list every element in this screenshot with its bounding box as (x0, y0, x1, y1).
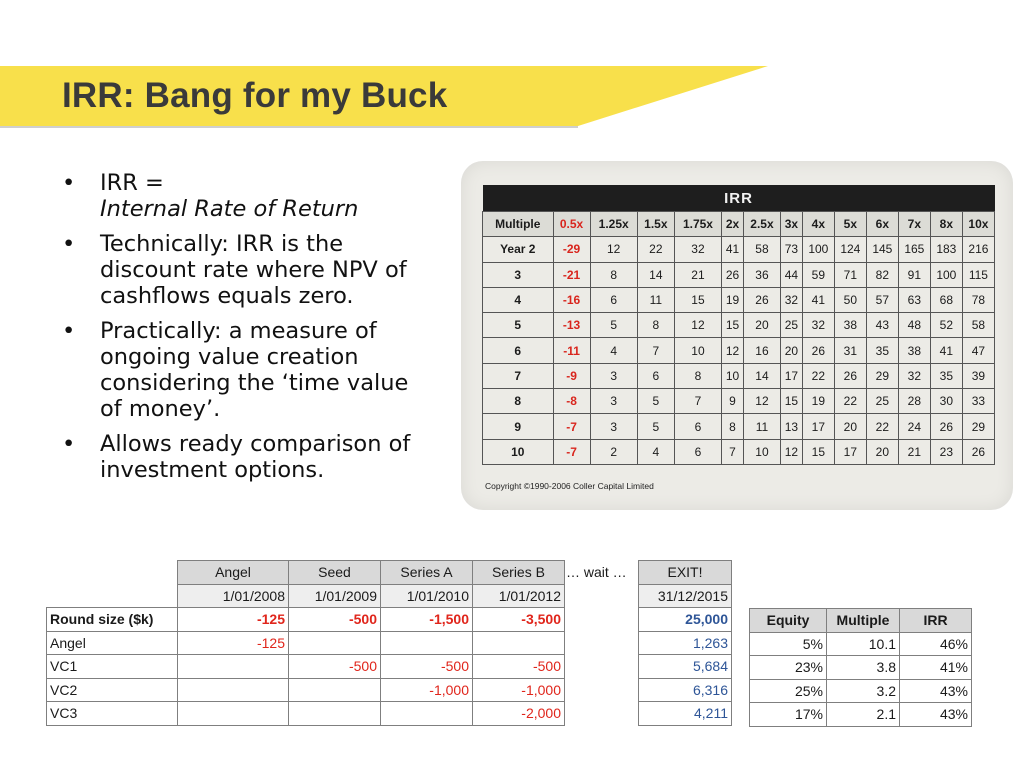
irr-cell: 91 (898, 262, 930, 287)
exit-investor-row (639, 702, 732, 726)
investment-cell: -1,000 (473, 678, 565, 702)
exit-date-row (639, 584, 732, 608)
irr-cell: 6 (590, 287, 637, 312)
investment-cell (289, 631, 381, 655)
wait-text: … wait … (566, 564, 627, 580)
irr-value: 43% (900, 703, 972, 727)
round-date: 1/01/2012 (473, 584, 565, 608)
irr-cell: 25 (780, 313, 802, 338)
irr-cell: 20 (780, 338, 802, 363)
summary-sheet (749, 608, 972, 727)
bullet-text: IRR = (100, 170, 164, 196)
investment-cell: -125 (178, 631, 289, 655)
irr-cell: 10 (743, 439, 780, 464)
date-row (47, 584, 565, 608)
irr-cell: 100 (802, 237, 834, 262)
irr-cell: 73 (780, 237, 802, 262)
irr-cell: 38 (834, 313, 866, 338)
irr-table-heading: IRR (483, 185, 995, 212)
irr-cell: 5 (590, 313, 637, 338)
exit-value: 5,684 (639, 655, 732, 679)
irr-cell: 32 (802, 313, 834, 338)
irr-cell: 115 (962, 262, 994, 287)
irr-cell: 17 (802, 414, 834, 439)
irr-cell: 33 (962, 389, 994, 414)
exit-value: 6,316 (639, 678, 732, 702)
irr-cell: 17 (780, 363, 802, 388)
irr-cell: 8 (637, 313, 674, 338)
investment-cell: -500 (381, 655, 473, 679)
irr-value: 43% (900, 679, 972, 703)
irr-cell: 12 (743, 389, 780, 414)
irr-cell: 6 (674, 439, 721, 464)
irr-cell: 35 (930, 363, 962, 388)
irr-cell: 68 (930, 287, 962, 312)
irr-cell: 12 (722, 338, 744, 363)
investor-row (47, 678, 565, 702)
irr-reference-card (461, 161, 1013, 510)
irr-cell: 4 (637, 439, 674, 464)
irr-cell: 9 (722, 389, 744, 414)
irr-cell: 35 (866, 338, 898, 363)
irr-cell: 145 (866, 237, 898, 262)
irr-row (483, 313, 995, 338)
irr-cell: 31 (834, 338, 866, 363)
irr-row (483, 439, 995, 464)
investor-row (47, 631, 565, 655)
irr-cell: 12 (590, 237, 637, 262)
irr-cell: 2 (590, 439, 637, 464)
exit-investor-row (639, 655, 732, 679)
irr-cell: 28 (898, 389, 930, 414)
irr-cell: 63 (898, 287, 930, 312)
summary-header: Multiple (827, 609, 900, 633)
irr-cell: -7 (553, 439, 590, 464)
irr-cell: 5 (637, 389, 674, 414)
irr-multiple-header: 2x (722, 212, 744, 237)
multiple-value: 10.1 (827, 632, 900, 656)
irr-cell: 10 (674, 338, 721, 363)
irr-cell: -29 (553, 237, 590, 262)
irr-multiple-header: 5x (834, 212, 866, 237)
equity-value: 17% (750, 703, 827, 727)
irr-cell: 13 (780, 414, 802, 439)
irr-cell: 14 (637, 262, 674, 287)
exit-investor-row (639, 631, 732, 655)
irr-cell: 19 (722, 287, 744, 312)
investment-cell (289, 702, 381, 726)
irr-cell: 100 (930, 262, 962, 287)
irr-cell: 41 (930, 338, 962, 363)
irr-year-label: 5 (483, 313, 554, 338)
irr-row (483, 287, 995, 312)
irr-cell: 22 (866, 414, 898, 439)
irr-cell: 47 (962, 338, 994, 363)
irr-cell: 16 (743, 338, 780, 363)
cashflow-sheet (46, 560, 565, 726)
irr-cell: 20 (743, 313, 780, 338)
bullet-text: Technically: IRR is the discount rate where NPV of cashflows equals zero. (100, 231, 407, 309)
irr-multiple-header: 1.25x (590, 212, 637, 237)
summary-table (749, 608, 972, 727)
summary-row (750, 703, 972, 727)
investment-cell: -500 (473, 655, 565, 679)
irr-cell: 36 (743, 262, 780, 287)
irr-cell: 41 (722, 237, 744, 262)
irr-cell: 17 (834, 439, 866, 464)
irr-cell: -7 (553, 414, 590, 439)
irr-cell: 29 (962, 414, 994, 439)
round-header-row (47, 561, 565, 585)
exit-investor-row (639, 678, 732, 702)
irr-cell: 14 (743, 363, 780, 388)
bullet-item (62, 231, 432, 309)
irr-cell: 15 (722, 313, 744, 338)
summary-row (750, 632, 972, 656)
summary-header: IRR (900, 609, 972, 633)
bullet-item (62, 431, 432, 483)
irr-year-label: 4 (483, 287, 554, 312)
irr-multiple-header: 1.5x (637, 212, 674, 237)
bullet-item (62, 318, 432, 422)
irr-cell: 12 (674, 313, 721, 338)
irr-cell: 57 (866, 287, 898, 312)
irr-year-label: 7 (483, 363, 554, 388)
irr-cell: 23 (930, 439, 962, 464)
irr-cell: 5 (637, 414, 674, 439)
bullet-text: Practically: a measure of ongoing value creation considering the ‘time value of money’. (100, 318, 409, 422)
exit-sheet (638, 560, 732, 726)
irr-cell: 26 (962, 439, 994, 464)
irr-cell: 15 (780, 389, 802, 414)
cashflow-table (46, 560, 565, 726)
irr-cell: 6 (674, 414, 721, 439)
irr-cell: 7 (674, 389, 721, 414)
irr-multiple-header: 0.5x (553, 212, 590, 237)
multiple-value: 3.8 (827, 656, 900, 680)
wait-label (566, 564, 627, 580)
irr-cell: 32 (898, 363, 930, 388)
irr-header-row (483, 212, 995, 237)
bullet-icon: • (62, 170, 76, 196)
bullet-list (62, 170, 432, 492)
irr-cell: 4 (590, 338, 637, 363)
investor-row (47, 702, 565, 726)
round-size-value: -500 (289, 608, 381, 632)
irr-multiple-header: 3x (780, 212, 802, 237)
irr-cell: 15 (674, 287, 721, 312)
irr-row (483, 414, 995, 439)
irr-cell: 52 (930, 313, 962, 338)
round-date: 1/01/2009 (289, 584, 381, 608)
bullet-icon: • (62, 431, 76, 457)
irr-cell: 50 (834, 287, 866, 312)
round-size-label: Round size ($k) (47, 608, 178, 632)
round-header: Series B (473, 561, 565, 585)
irr-year-label: 3 (483, 262, 554, 287)
irr-cell: 32 (674, 237, 721, 262)
exit-value: 4,211 (639, 702, 732, 726)
irr-cell: 43 (866, 313, 898, 338)
bullet-item (62, 170, 432, 222)
irr-multiple-header: 7x (898, 212, 930, 237)
round-date: 1/01/2008 (178, 584, 289, 608)
bullet-subtext: Internal Rate of Return (100, 196, 359, 222)
irr-year-label: 9 (483, 414, 554, 439)
irr-multiple-header: 1.75x (674, 212, 721, 237)
irr-cell: 11 (743, 414, 780, 439)
irr-cell: 78 (962, 287, 994, 312)
summary-header: Equity (750, 609, 827, 633)
irr-cell: 22 (637, 237, 674, 262)
irr-multiple-header: 10x (962, 212, 994, 237)
irr-cell: 10 (722, 363, 744, 388)
irr-row (483, 262, 995, 287)
irr-cell: 19 (802, 389, 834, 414)
page-title: IRR: Bang for my Buck (62, 76, 448, 115)
irr-cell: 3 (590, 414, 637, 439)
irr-cell: 29 (866, 363, 898, 388)
exit-table (638, 560, 732, 726)
exit-date: 31/12/2015 (639, 584, 732, 608)
irr-cell: 44 (780, 262, 802, 287)
investment-cell (178, 655, 289, 679)
irr-cell: 8 (590, 262, 637, 287)
investor-row (47, 655, 565, 679)
round-size-row (47, 608, 565, 632)
investment-cell (381, 631, 473, 655)
irr-multiple-header: 2.5x (743, 212, 780, 237)
exit-value: 1,263 (639, 631, 732, 655)
irr-cell: 8 (674, 363, 721, 388)
irr-cell: 3 (590, 389, 637, 414)
irr-row (483, 338, 995, 363)
irr-cell: 15 (802, 439, 834, 464)
irr-cell: 25 (866, 389, 898, 414)
title-banner (0, 0, 1024, 140)
irr-multiple-header: 8x (930, 212, 962, 237)
exit-total: 25,000 (639, 608, 732, 632)
irr-cell: 26 (834, 363, 866, 388)
investment-cell (178, 678, 289, 702)
irr-row (483, 389, 995, 414)
irr-cell: 24 (898, 414, 930, 439)
irr-multiple-header: 6x (866, 212, 898, 237)
irr-cell: 11 (637, 287, 674, 312)
irr-cell: -21 (553, 262, 590, 287)
irr-cell: 22 (802, 363, 834, 388)
irr-value: 46% (900, 632, 972, 656)
irr-year-label: Year 2 (483, 237, 554, 262)
irr-cell: 26 (802, 338, 834, 363)
irr-cell: 3 (590, 363, 637, 388)
copyright-notice: Copyright ©1990-2006 Coller Capital Limited (485, 481, 654, 491)
irr-year-label: 10 (483, 439, 554, 464)
irr-cell: 21 (674, 262, 721, 287)
irr-cell: 183 (930, 237, 962, 262)
irr-cell: -9 (553, 363, 590, 388)
investment-cell (178, 702, 289, 726)
bullet-icon: • (62, 231, 76, 257)
round-date: 1/01/2010 (381, 584, 473, 608)
irr-value: 41% (900, 656, 972, 680)
summary-header-row (750, 609, 972, 633)
irr-cell: 59 (802, 262, 834, 287)
irr-cell: 32 (780, 287, 802, 312)
investment-cell (289, 678, 381, 702)
empty-cell (47, 584, 178, 608)
irr-cell: 21 (898, 439, 930, 464)
round-size-value: -125 (178, 608, 289, 632)
irr-cell: 26 (930, 414, 962, 439)
investment-cell (381, 702, 473, 726)
investor-name: VC2 (47, 678, 178, 702)
irr-cell: 6 (637, 363, 674, 388)
multiple-value: 3.2 (827, 679, 900, 703)
investment-cell (473, 631, 565, 655)
irr-cell: 58 (743, 237, 780, 262)
irr-cell: 71 (834, 262, 866, 287)
exit-total-row (639, 608, 732, 632)
irr-cell: 7 (722, 439, 744, 464)
irr-cell: 39 (962, 363, 994, 388)
irr-cell: 124 (834, 237, 866, 262)
irr-cell: 82 (866, 262, 898, 287)
irr-cell: 8 (722, 414, 744, 439)
equity-value: 23% (750, 656, 827, 680)
investor-name: Angel (47, 631, 178, 655)
irr-cell: -11 (553, 338, 590, 363)
irr-row (483, 237, 995, 262)
irr-cell: 216 (962, 237, 994, 262)
round-header: Seed (289, 561, 381, 585)
irr-cell: -16 (553, 287, 590, 312)
irr-cell: 12 (780, 439, 802, 464)
irr-multiple-header: 4x (802, 212, 834, 237)
investment-cell: -1,000 (381, 678, 473, 702)
irr-header-label: Multiple (483, 212, 554, 237)
equity-value: 5% (750, 632, 827, 656)
irr-cell: 22 (834, 389, 866, 414)
empty-cell (47, 561, 178, 585)
irr-cell: 20 (866, 439, 898, 464)
irr-cell: 38 (898, 338, 930, 363)
summary-row (750, 656, 972, 680)
round-header: Angel (178, 561, 289, 585)
exit-header-row (639, 561, 732, 585)
multiple-value: 2.1 (827, 703, 900, 727)
irr-cell: 20 (834, 414, 866, 439)
bullet-text: Allows ready comparison of investment options. (100, 431, 411, 483)
irr-cell: 41 (802, 287, 834, 312)
equity-value: 25% (750, 679, 827, 703)
irr-cell: -13 (553, 313, 590, 338)
irr-cell: 165 (898, 237, 930, 262)
exit-header: EXIT! (639, 561, 732, 585)
irr-cell: -8 (553, 389, 590, 414)
irr-table (482, 185, 995, 465)
irr-year-label: 6 (483, 338, 554, 363)
investor-name: VC3 (47, 702, 178, 726)
round-size-value: -3,500 (473, 608, 565, 632)
investor-name: VC1 (47, 655, 178, 679)
irr-cell: 26 (722, 262, 744, 287)
round-header: Series A (381, 561, 473, 585)
irr-row (483, 363, 995, 388)
irr-cell: 30 (930, 389, 962, 414)
irr-cell: 48 (898, 313, 930, 338)
summary-row (750, 679, 972, 703)
investment-cell: -2,000 (473, 702, 565, 726)
irr-cell: 26 (743, 287, 780, 312)
investment-cell: -500 (289, 655, 381, 679)
irr-year-label: 8 (483, 389, 554, 414)
round-size-value: -1,500 (381, 608, 473, 632)
irr-cell: 7 (637, 338, 674, 363)
bullet-icon: • (62, 318, 76, 344)
irr-cell: 58 (962, 313, 994, 338)
